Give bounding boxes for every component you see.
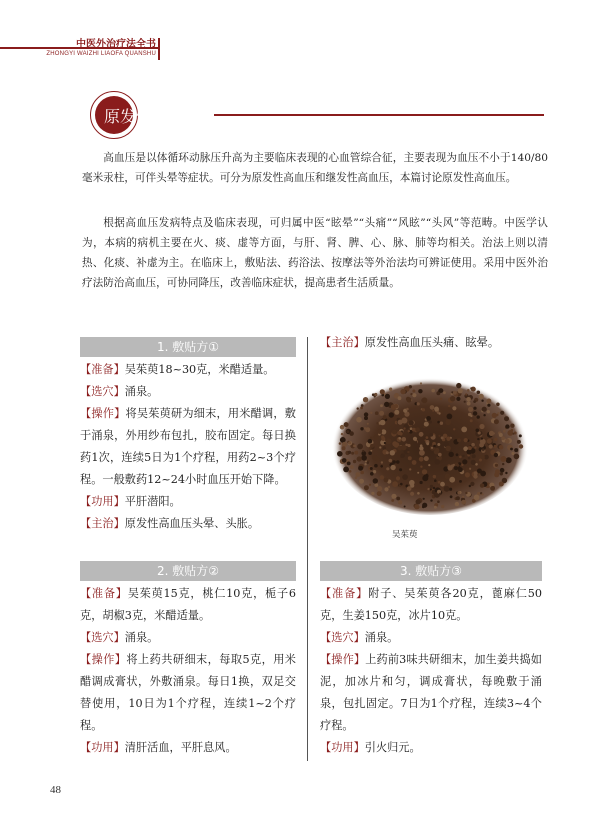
- method3-block: [320, 561, 542, 759]
- method3-acupoint: 【选穴】涌泉。: [320, 631, 399, 644]
- header-divider: [158, 38, 160, 60]
- method2-acupoint: 【选穴】涌泉。: [80, 631, 159, 644]
- section-rule: [214, 114, 544, 116]
- evodia-fruit-image: [325, 368, 535, 518]
- section-title: 原发性高血压: [104, 107, 201, 126]
- method1-indication-right: 【主治】原发性高血压头痛、眩晕。: [320, 336, 500, 349]
- method1-body: [80, 359, 296, 535]
- book-title: 中医外治疗法全书: [76, 39, 156, 50]
- book-subtitle: ZHONGYI WAIZHI LIAOFA QUANSHU: [46, 51, 156, 57]
- method3-title: 3. 敷贴方③: [320, 561, 542, 581]
- method1-effect: 【功用】平肝潜阳。: [80, 495, 181, 508]
- intro-paragraph-1: 高血压是以体循环动脉压升高为主要临床表现的心血管综合征，主要表现为血压不小于140/80毫米汞柱，可伴头晕等症状。可分为原发性高血压和继发性高血压，本篇讨论原发性高血压。: [82, 152, 548, 184]
- method3-body: [320, 583, 542, 759]
- page-number: 48: [50, 784, 61, 796]
- method1-title: 1. 敷贴方①: [80, 337, 296, 357]
- method1-prep: 【准备】吴茱萸18~30克，米醋适量。: [80, 363, 275, 376]
- method2-body: [80, 583, 296, 759]
- method2-block: [80, 561, 296, 759]
- method1-acupoint: 【选穴】涌泉。: [80, 385, 159, 398]
- method3-effect: 【功用】引火归元。: [320, 741, 421, 754]
- method1-indication: 【主治】原发性高血压头晕、头胀。: [80, 517, 260, 530]
- method3-operation: 【操作】上药前3味共研细末，加生姜共捣如泥，加冰片和匀，调成膏状，每晚敷于涌泉，包扎固定。7日为1个疗程，连续3~4个疗程。: [320, 653, 542, 732]
- column-divider: [307, 337, 308, 761]
- method2-prep: 【准备】吴茱萸15克，桃仁10克，栀子6克，胡椒3克，米醋适量。: [80, 587, 296, 622]
- method1-operation: 【操作】将吴茱萸研为细末，用米醋调，敷于涌泉，外用纱布包扎，胶布固定。每日换药1次，连续5日为1个疗程，用药2~3个疗程。一般敷药12~24小时血压开始下降。: [80, 407, 296, 486]
- method2-title: 2. 敷贴方②: [80, 561, 296, 581]
- method2-effect: 【功用】清肝活血，平肝息风。: [80, 741, 237, 754]
- image-caption: 吴茱萸: [392, 530, 418, 540]
- method3-prep: 【准备】附子、吴茱萸各20克，蓖麻仁50克，生姜150克，冰片10克。: [320, 587, 542, 622]
- intro-paragraph-2: 根据高血压发病特点及临床表现，可归属中医“眩晕”“头痛”“风眩”“头风”等范畴。中医学认为，本病的病机主要在火、痰、虚等方面，与肝、肾、脾、心、脉、肺等均相关。治法上则以清热、化痰、补虚为主。在临床上，敷贴法、药浴法、按摩法等外治法均可辨证使用。采用中医外治疗法防治高血压，可协同降压，改善临床症状，提高患者生活质量。: [82, 217, 548, 289]
- method1-block: [80, 337, 296, 535]
- method2-operation: 【操作】将上药共研细末，每取5克，用米醋调成膏状，外敷涌泉。每日1换，双足交替使用，10日为1个疗程，连续1~2个疗程。: [80, 653, 296, 732]
